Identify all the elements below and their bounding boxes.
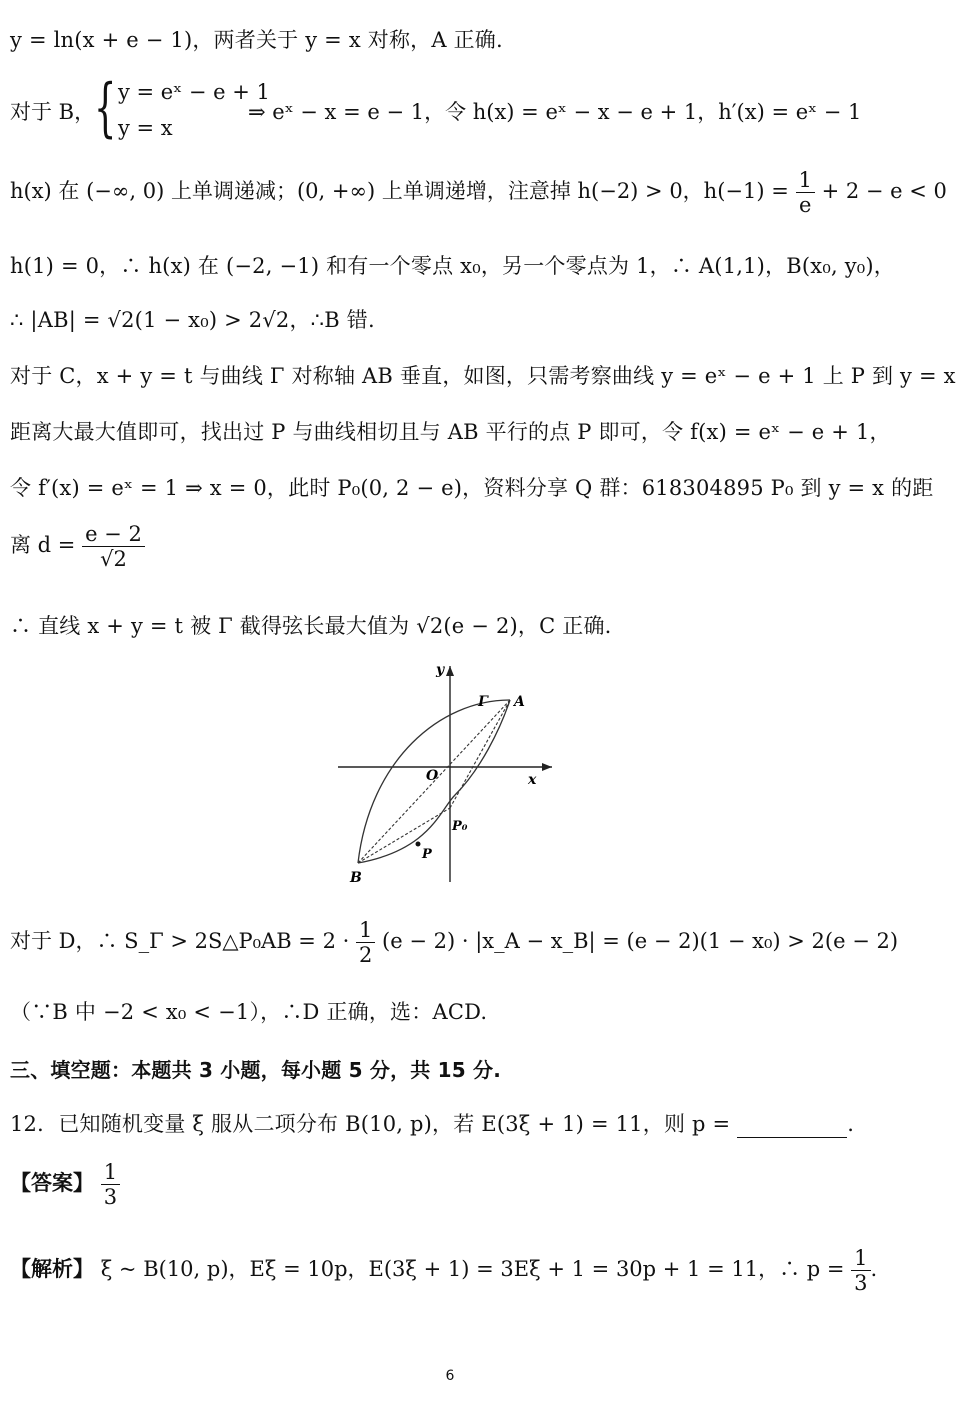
- fraction-denominator: √2: [100, 547, 127, 571]
- text-line-1: y = ln(x + e − 1)，两者关于 y = x 对称，A 正确.: [10, 28, 503, 52]
- text-line-8: 令 f′(x) = eˣ = 1 ⇒ x = 0，此时 P₀(0, 2 − e)，资料分享 Q 群：618304895 P₀ 到 y = x 的距: [10, 476, 934, 500]
- y-axis-arrow-icon: [446, 666, 454, 676]
- question-12: [10, 1110, 886, 1138]
- question-12-text: 12．已知随机变量 ξ 服从二项分布 B(10, p)，若 E(3ξ + 1) = 11，则 p =: [10, 1112, 731, 1136]
- analysis-end: .: [870, 1257, 878, 1281]
- text-line-9: [10, 522, 145, 571]
- line3-part-a: h(x) 在 (−∞, 0) 上单调递减；(0, +∞) 上单调递增，注意掉 h(−2) > 0，h(−1) =: [10, 179, 789, 203]
- fraction-numerator: e − 2: [82, 522, 145, 547]
- x-label: x: [528, 772, 537, 788]
- section-heading: 三、填空题：本题共 3 小题，每小题 5 分，共 15 分.: [10, 1058, 502, 1082]
- fraction-denominator: 3: [103, 1185, 118, 1209]
- answer-line: [10, 1160, 120, 1209]
- o-label: O: [426, 768, 439, 784]
- fraction-1-over-e: [796, 168, 815, 217]
- text-line-5: ∴ |AB| = √2(1 − x₀) > 2√2，∴B 错.: [10, 308, 375, 332]
- answer-tag: 【答案】: [10, 1171, 94, 1195]
- p0-label: P₀: [452, 819, 468, 834]
- fraction-denominator: e: [798, 193, 812, 217]
- fraction-distance: [82, 522, 145, 571]
- analysis-text: ξ ~ B(10, p)，Eξ = 10p，E(3ξ + 1) = 3Eξ + 1 = 30p + 1 = 11，∴ p =: [100, 1257, 845, 1281]
- analysis-fraction: [851, 1246, 870, 1295]
- question-12-end: .: [847, 1112, 855, 1136]
- brace-symbol: {: [94, 71, 117, 145]
- text-line-10: ∴ 直线 x + y = t 被 Γ 截得弦长最大值为 √2(e − 2)，C 正确.: [10, 614, 612, 638]
- text-line-d1: [10, 918, 898, 967]
- x-axis-arrow-icon: [542, 763, 552, 771]
- text-line-3: [10, 168, 947, 217]
- text-line-7: 距离大最大值即可，找出过 P 与曲线相切且与 AB 平行的点 P 即可，令 f(x) = eˣ − e + 1，: [10, 420, 891, 444]
- fraction-denominator: 2: [358, 943, 373, 967]
- p-label: P: [422, 847, 432, 862]
- fraction-numerator: 1: [356, 918, 375, 943]
- line3-part-b: + 2 − e < 0: [821, 179, 947, 203]
- case-b-eq2: y = x: [118, 116, 173, 140]
- case-b-rest: ⇒ eˣ − x = e − 1，令 h(x) = eˣ − x − e + 1，h′(x) = eˣ − 1: [248, 100, 862, 124]
- fraction-numerator: 1: [101, 1160, 120, 1185]
- answer-fraction: [101, 1160, 120, 1209]
- segment-bp0: [358, 808, 450, 863]
- analysis-line: [10, 1246, 877, 1295]
- b-label: B: [350, 870, 362, 886]
- text-line-6: 对于 C，x + y = t 与曲线 Γ 对称轴 AB 垂直，如图，只需考察曲线 y = eˣ − e + 1 上 P 到 y = x: [10, 364, 956, 388]
- d1-part-b: (e − 2) · |x_A − x_B| = (e − 2)(1 − x₀) > 2(e − 2): [382, 929, 899, 953]
- a-label: A: [514, 694, 525, 710]
- fraction-denominator: 3: [854, 1271, 868, 1295]
- fraction-numerator: 1: [796, 168, 815, 193]
- case-b-eq1: y = eˣ − e + 1: [118, 80, 270, 104]
- d1-part-a: 对于 D，∴ S_Γ > 2S△P₀AB = 2 ·: [10, 929, 350, 953]
- text-line-d2: （∵B 中 −2 < x₀ < −1），∴D 正确，选：ACD.: [10, 1000, 488, 1024]
- page-number: 6: [445, 1368, 455, 1384]
- gamma-label: Γ: [478, 694, 488, 710]
- segment-p0a: [450, 700, 510, 808]
- case-b-label: 对于 B，: [10, 100, 96, 124]
- line9-part-a: 离 d =: [10, 533, 76, 557]
- text-line-4: h(1) = 0，∴ h(x) 在 (−2, −1) 和有一个零点 x₀，另一个零点为 1，∴ A(1,1)，B(x₀, y₀)，: [10, 254, 895, 278]
- answer-blank: [737, 1115, 847, 1138]
- y-label: y: [436, 662, 445, 678]
- analysis-tag: 【解析】: [10, 1257, 94, 1281]
- point-p: [416, 842, 421, 847]
- fraction-numerator: 1: [851, 1246, 870, 1271]
- fraction-half: [356, 918, 375, 967]
- curve-figure: [330, 660, 560, 890]
